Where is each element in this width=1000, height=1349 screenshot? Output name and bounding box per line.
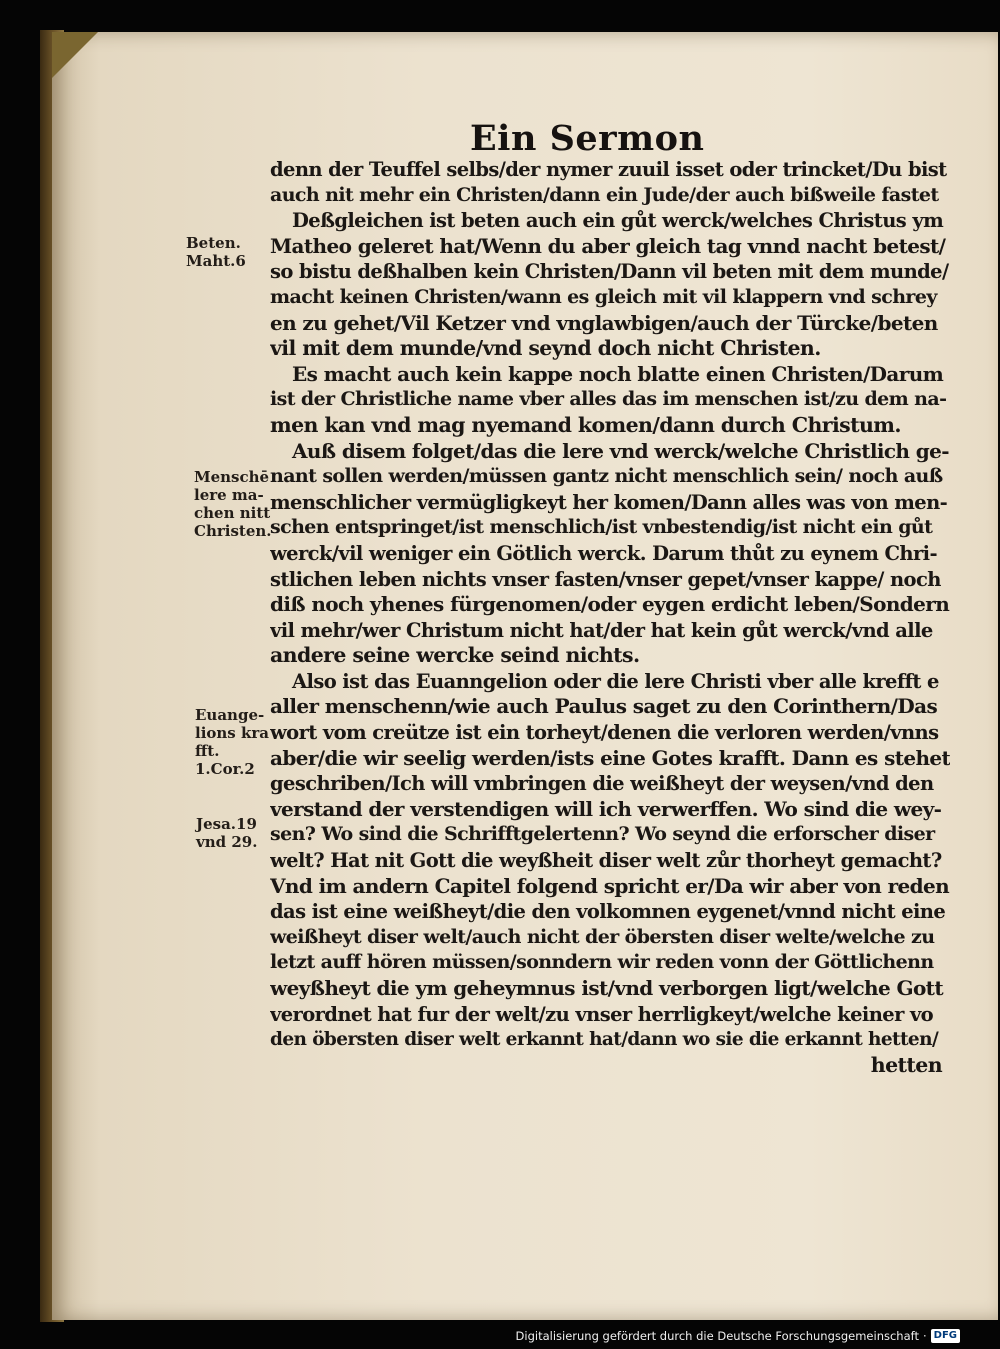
text-line: welt? Hat nit Gott die weyßheit diser welt zůr thorheyt gemacht?: [270, 849, 942, 873]
gloss-line: Menschē: [194, 468, 270, 486]
text-line: denn der Teuffel selbs/der nymer zuuil isset oder trincket/Du bist: [270, 158, 947, 181]
text-line: nant sollen werden/müssen gantz nicht menschlich sein/ noch auß: [270, 465, 943, 488]
credit-text: Digitalisierung gefördert durch die Deutsche Forschungsgemeinschaft: [515, 1329, 919, 1343]
gloss-line: 1.Cor.2: [195, 760, 255, 778]
text-line: Matheo geleret hat/Wenn du aber gleich tag vnnd nacht betest/: [270, 233, 946, 258]
text-line: andere seine wercke seind nichts.: [270, 643, 640, 668]
text-line: en zu gehet/Vil Ketzer vnd vnglawbigen/auch der Türcke/beten: [270, 310, 938, 335]
dfg-logo: DFG: [931, 1329, 960, 1343]
text-line: men kan vnd mag nyemand komen/dann durch Christum.: [270, 412, 901, 437]
text-line: Auß disem folget/das die lere vnd werck/welche Christlich ge-: [292, 438, 949, 463]
text-line: vil mit dem munde/vnd seynd doch nicht Christen.: [270, 336, 821, 361]
text-line: aller menschenn/wie auch Paulus saget zu den Corinthern/Das: [270, 694, 938, 719]
catchword: hetten: [870, 1052, 942, 1077]
margin-gloss-menschen-lere: [194, 468, 272, 540]
page-corner-shadow: [52, 32, 98, 78]
gloss-line: lere ma-: [194, 486, 264, 504]
gloss-line: Jesa.19: [196, 815, 257, 833]
text-line: weißheyt diser welt/auch nicht der öbersten diser welte/welche zu: [270, 925, 935, 948]
text-line: stlichen leben nichts vnser fasten/vnser gepet/vnser kappe/ noch: [270, 567, 941, 591]
text-line: ist der Christliche name vber alles das im menschen ist/zu dem na-: [270, 388, 947, 411]
gloss-line: Maht.6: [186, 252, 246, 270]
text-line: verordnet hat fur der welt/zu vnser herrligkeyt/welche keiner vo: [270, 1002, 934, 1026]
digitization-credit: [516, 1329, 960, 1343]
text-line: vil mehr/wer Christum nicht hat/der hat kein gůt werck/vnd alle: [270, 618, 933, 642]
text-line: aber/die wir seelig werden/ists eine Gotes krafft. Dann es stehet: [270, 745, 950, 770]
text-line: sen? Wo sind die Schrifftgelertenn? Wo seynd die erforscher diser: [270, 823, 935, 846]
gloss-line: fft.: [195, 742, 220, 760]
text-line: auch nit mehr ein Christen/dann ein Jude/der auch bißweile fastet: [270, 183, 939, 206]
credit-separator: ·: [923, 1329, 927, 1343]
text-line: so bistu deßhalben kein Christen/Dann vil beten mit dem munde/: [270, 260, 949, 284]
text-line: Es macht auch kein kappe noch blatte einen Christen/Darum: [292, 361, 944, 386]
text-line: verstand der verstendigen will ich verwerffen. Wo sind die wey-: [270, 796, 942, 821]
gloss-line: Euange-: [195, 706, 265, 724]
text-line: Deßgleichen ist beten auch ein gůt werck/welches Christus ym: [292, 209, 944, 233]
margin-gloss-jesaia: [196, 815, 257, 851]
running-head: Ein Sermon: [470, 118, 705, 159]
text-line: schen entspringet/ist menschlich/ist vnbestendig/ist nicht ein gůt: [270, 516, 933, 539]
text-line: werck/vil weniger ein Götlich werck. Darum thůt zu eynem Chri-: [270, 541, 937, 565]
text-line: letzt auff hören müssen/sonndern wir reden vonn der Göttlichenn: [270, 951, 934, 974]
body-text: [270, 157, 950, 1078]
text-line: den öbersten diser welt erkannt hat/dann wo sie die erkannt hetten/: [270, 1029, 939, 1051]
gloss-line: Christen.: [194, 522, 272, 540]
text-line: weyßheyt die ym geheymnus ist/vnd verborgen ligt/welche Gott: [270, 976, 943, 1000]
text-line: menschlicher vermügligkeyt her komen/Dann alles was von men-: [270, 490, 948, 514]
text-line: macht keinen Christen/wann es gleich mit vil klappern vnd schrey: [270, 285, 937, 308]
gloss-line: vnd 29.: [196, 833, 258, 851]
gloss-line: chen nitt: [194, 504, 271, 522]
margin-gloss-euangelions-krafft: [195, 706, 269, 778]
text-line: geschriben/Ich will vmbringen die weißheyt der weysen/vnd den: [270, 772, 934, 796]
margin-gloss-beten: [186, 234, 246, 270]
gloss-line: Beten.: [186, 234, 241, 252]
gloss-line: lions kra: [195, 724, 269, 742]
text-line: das ist eine weißheyt/die den volkomnen eygenet/vnnd nicht eine: [270, 900, 946, 924]
text-line: Also ist das Euanngelion oder die lere Christi vber alle krefft e: [292, 669, 939, 693]
text-line: diß noch yhenes fürgenomen/oder eygen erdicht leben/Sondern: [270, 592, 950, 617]
text-line: wort vom creütze ist ein torheyt/denen die verloren werden/vnns: [270, 721, 939, 745]
text-line: Vnd im andern Capitel folgend spricht er/Da wir aber von reden: [270, 873, 950, 898]
